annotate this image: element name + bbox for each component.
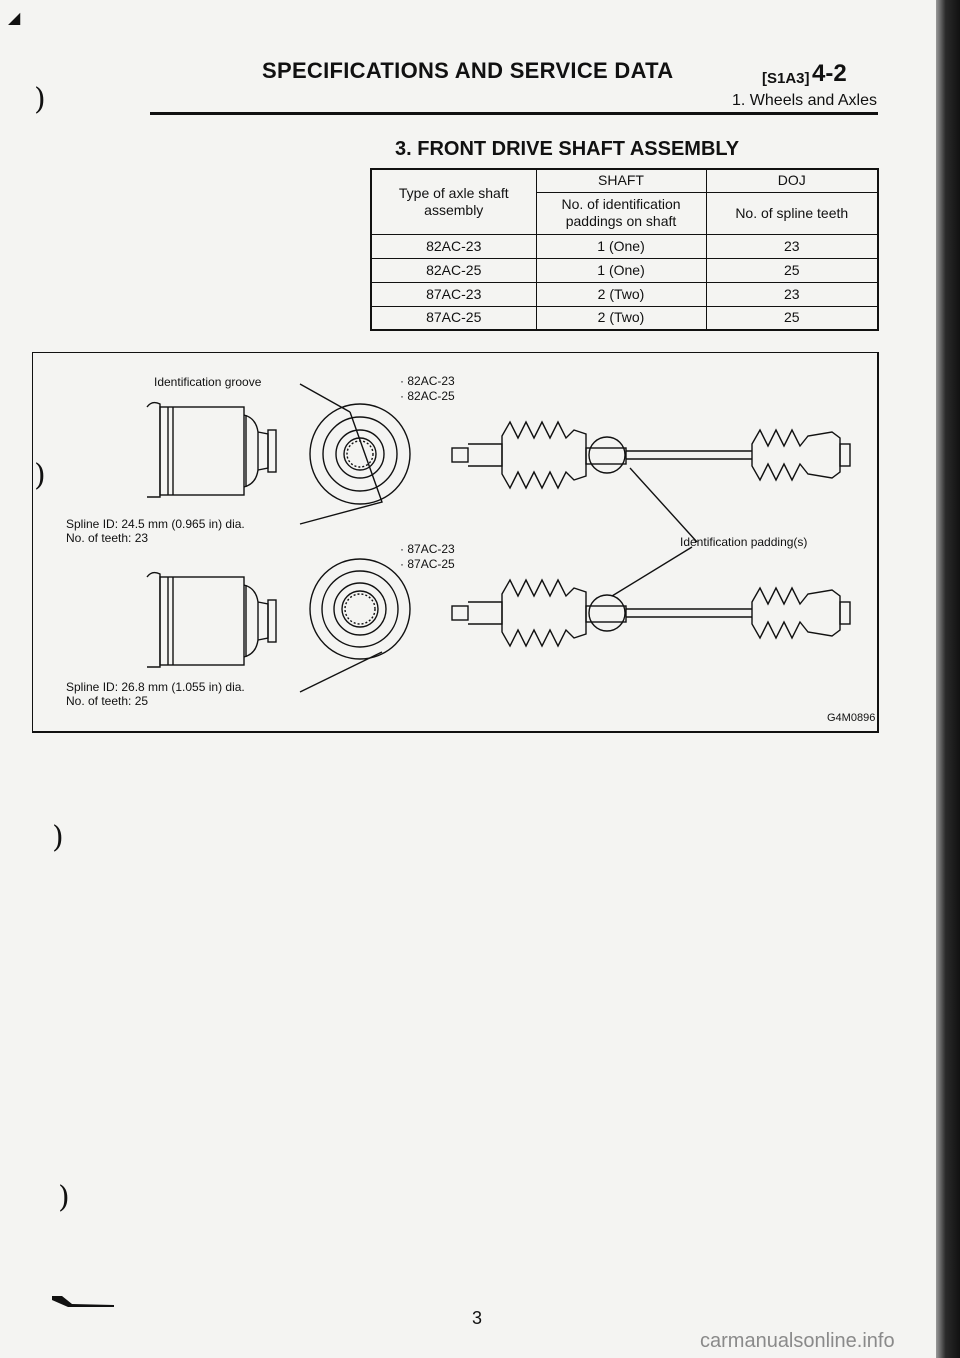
table-row [371,306,878,330]
cell-teeth: 23 [706,282,878,306]
doj-housing-23 [147,384,410,524]
list-item: · 82AC-25 [400,389,455,403]
cell-type: 82AC-23 [371,234,536,258]
list-item: · 87AC-23 [400,542,455,556]
axle-87ac [452,547,850,646]
spline-25-label: Spline ID: 26.8 mm (1.055 in) dia. [66,680,245,694]
cell-paddings: 2 (Two) [536,306,706,330]
cell-teeth: 25 [706,306,878,330]
page-edge-shadow [936,0,960,1358]
list-item: · 87AC-25 [400,557,455,571]
cell-type: 87AC-23 [371,282,536,306]
header-doj: DOJ [706,169,878,192]
cell-teeth: 25 [706,258,878,282]
binding-mark: ) [34,458,46,493]
cell-type: 87AC-25 [371,306,536,330]
list-item: · 82AC-23 [400,374,455,388]
binding-mark: ) [34,82,46,117]
table-row [371,282,878,306]
subheader-paddings: No. of identification paddings on shaft [536,192,706,234]
doj-housing-25 [147,559,410,692]
spec-table [370,168,879,331]
spline-23-label: Spline ID: 24.5 mm (0.965 in) dia. [66,517,245,531]
table-row [371,234,878,258]
section-title: 3. FRONT DRIVE SHAFT ASSEMBLY [395,138,740,160]
cell-teeth: 23 [706,234,878,258]
header-rule [150,112,878,115]
teeth-25-label: No. of teeth: 25 [66,694,149,708]
binding-mark [52,1295,114,1307]
padding-label: Identification padding(s) [680,535,808,549]
cell-paddings: 2 (Two) [536,282,706,306]
binding-mark: ) [52,820,64,855]
subheader-teeth: No. of spline teeth [706,192,878,234]
figure-code: G4M0896 [827,712,876,724]
cell-type: 82AC-25 [371,258,536,282]
teeth-23-label: No. of teeth: 23 [66,531,149,545]
group2-list [400,542,455,572]
section-code: [S1A3] [762,70,810,87]
chapter-subtitle: 1. Wheels and Axles [732,92,877,109]
page-number: 3 [472,1308,483,1328]
group1-list [400,374,455,404]
page-title: SPECIFICATIONS AND SERVICE DATA [262,58,674,83]
cell-paddings: 1 (One) [536,258,706,282]
binding-mark: ) [58,1180,70,1215]
header-type: Type of axle shaft assembly [371,169,536,234]
axle-82ac [452,422,850,542]
page-ref: 4-2 [812,60,847,87]
watermark: carmanualsonline.info [700,1330,895,1352]
header-shaft: SHAFT [536,169,706,192]
binding-mark: ◢ [8,8,21,27]
table-row [371,258,878,282]
groove-label: Identification groove [154,375,262,389]
cell-paddings: 1 (One) [536,234,706,258]
